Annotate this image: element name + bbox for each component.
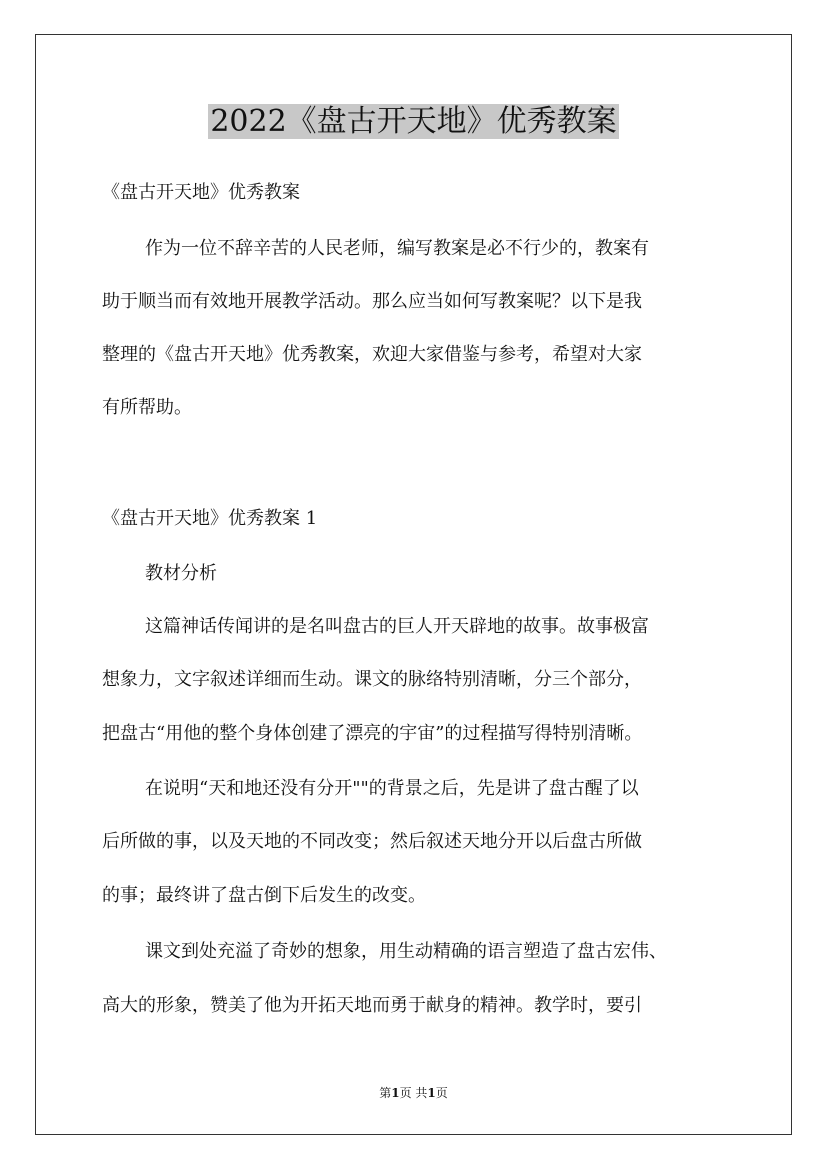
footer-mid: 页 共 xyxy=(399,1086,428,1100)
footer-prefix: 第 xyxy=(379,1086,392,1100)
paragraph1-line-2: 想象力，文字叙述详细而生动。课文的脉络特别清晰，分三个部分， xyxy=(102,669,642,690)
footer-page-number: 1 xyxy=(391,1086,400,1100)
footer-page-total: 1 xyxy=(427,1086,436,1100)
paragraph3-line-2: 高大的形象，赞美了他为开拓天地而勇于献身的精神。教学时，要引 xyxy=(102,995,642,1016)
footer-suffix: 页 xyxy=(435,1086,448,1100)
intro-line-3: 整理的《盘古开天地》优秀教案，欢迎大家借鉴与参考，希望对大家 xyxy=(102,344,642,365)
page-footer xyxy=(0,1085,827,1101)
paragraph2-line-1: 在说明“天和地还没有分开""的背景之后，先是讲了盘古醒了以 xyxy=(145,778,639,799)
paragraph1-line-1: 这篇神话传闻讲的是名叫盘古的巨人开天辟地的故事。故事极富 xyxy=(145,616,649,637)
intro-line-2: 助于顺当而有效地开展教学活动。那么应当如何写教案呢？以下是我 xyxy=(102,291,642,312)
paragraph3-line-1: 课文到处充溢了奇妙的想象，用生动精确的语言塑造了盘古宏伟、 xyxy=(145,941,667,962)
paragraph2-line-2: 后所做的事，以及天地的不同改变；然后叙述天地分开以后盘古所做 xyxy=(102,831,642,852)
section-heading: 《盘古开天地》优秀教案 1 xyxy=(102,508,318,529)
intro-line-1: 作为一位不辞辛苦的人民老师，编写教案是必不行少的，教案有 xyxy=(145,238,649,259)
document-title xyxy=(0,100,827,144)
intro-line-4: 有所帮助。 xyxy=(102,397,192,418)
subtitle: 《盘古开天地》优秀教案 xyxy=(102,182,300,203)
document-title-text: 2022《盘古开天地》优秀教案 xyxy=(210,104,617,139)
paragraph1-line-3: 把盘古“用他的整个身体创建了漂亮的宇宙”的过程描写得特别清晰。 xyxy=(102,723,643,744)
paragraph2-line-3: 的事；最终讲了盘古倒下后发生的改变。 xyxy=(102,885,426,906)
sub-heading: 教材分析 xyxy=(145,563,217,584)
